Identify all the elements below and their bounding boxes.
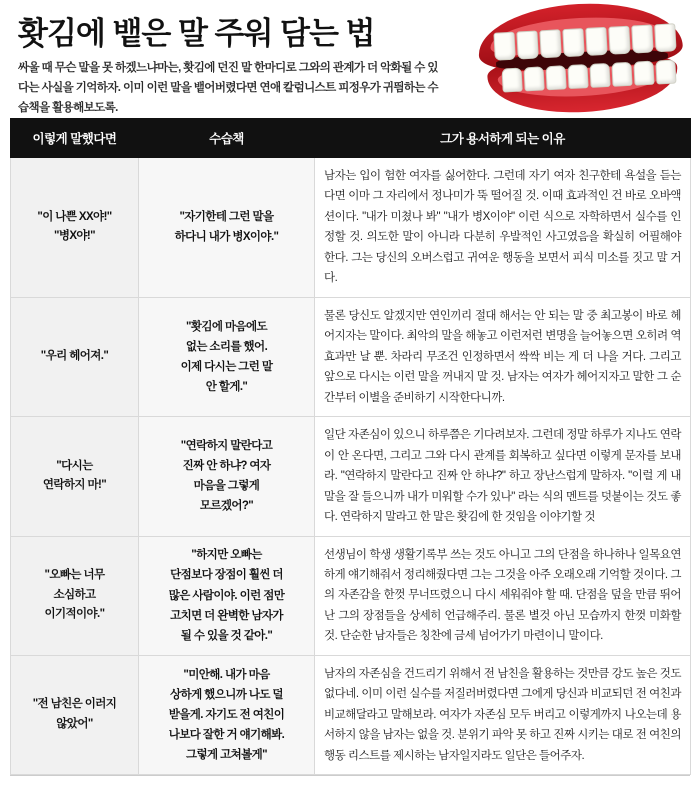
table-row <box>11 655 691 774</box>
cell-said <box>11 536 139 655</box>
tooth <box>631 24 653 53</box>
cell-fix <box>139 655 315 774</box>
cell-fix <box>139 417 315 536</box>
fix-line: 안 할게." <box>205 381 248 394</box>
said-line: "오빠는 너무 <box>44 569 105 582</box>
fix-line: "연락하지 말란다고 <box>180 440 273 453</box>
page-title: 홧김에 뱉은 말 주워 담는 법 <box>18 16 375 51</box>
cell-why: 남자는 입이 험한 여자를 싫어한다. 그런데 자기 여자 친구한테 욕설을 듣는다면 이마 그 자리에서 정나미가 뚝 떨어질 것. 이때 효과적인 건 바로 오바액션이다. "내가 미쳤나 봐" "내가 병X이야" 이런 식으로 자학하면서 실수를 인정할 것. 의도한 말이 아니라 다분히 우발적인 사고였음을 확실히 어필해야 한다. 그는 당신의 오버스럽고 귀여운 행동을 보면서 피식 미소를 짓고 말 거다. <box>315 158 691 298</box>
cell-said <box>11 417 139 536</box>
fix-line: 모르겠어?" <box>199 500 254 513</box>
said-line: "다시는 <box>56 459 93 472</box>
tooth <box>539 29 561 58</box>
fix-line: 마음을 그렇게 <box>193 480 260 493</box>
said-line: "전 남친은 이러지 <box>32 698 117 711</box>
fix-line: 단점보다 장점이 훨씬 더 <box>170 569 283 582</box>
said-line: 연락하지 마!" <box>42 479 107 492</box>
tooth <box>501 68 522 93</box>
fix-line: 고치면 더 완벽한 남자가 <box>170 609 283 622</box>
fix-line: "자기한테 그런 말을 <box>179 211 274 224</box>
bottom-divider <box>10 775 690 776</box>
tooth <box>608 26 630 55</box>
fix-line: 받을게. 자기도 전 여친이 <box>168 708 285 721</box>
table-row <box>11 417 691 536</box>
cell-fix <box>139 297 315 416</box>
teeth-illustration <box>472 2 686 114</box>
fix-line: 나보다 잘한 거 얘기해봐. <box>168 729 285 742</box>
said-line: "이 나쁜 XX야!" <box>37 210 112 223</box>
cell-said <box>11 297 139 416</box>
fix-line: 상하게 했으니까 나도 덜 <box>170 688 283 701</box>
tooth <box>655 59 676 84</box>
tooth <box>585 27 607 56</box>
tooth <box>493 32 515 61</box>
table-row <box>11 297 691 416</box>
tooth <box>633 61 654 86</box>
tips-table-wrap <box>0 118 700 776</box>
cell-why: 일단 자존심이 있으니 하루쯤은 기다려보자. 그런데 정말 하루가 지나도 연락이 안 온다면, 그리고 그와 다시 관계를 회복하고 싶다면 이렇게 문자를 보내라. "연락하지 말란다고 진짜 안 하냐?" 하고 장난스럽게 말하자. "이럴 게 내 말을 잘 들으니까 내가 미워할 수가 있나" 라는 식의 멘트를 덧붙이는 것도 좋다. 연락하지 말라고 한 말은 홧김에 한 것임을 이야기할 것 <box>315 417 691 536</box>
cell-fix <box>139 536 315 655</box>
said-line: "우리 헤어져." <box>40 350 109 363</box>
fix-line: 하다니 내가 병X이야." <box>174 231 279 244</box>
fix-line: "하지만 오빠는 <box>191 549 262 562</box>
tooth <box>567 64 588 89</box>
cell-said <box>11 158 139 298</box>
column-header-said: 이렇게 말했다면 <box>11 119 139 158</box>
table-row <box>11 536 691 655</box>
fix-line: 이제 다시는 그런 말 <box>180 360 273 373</box>
said-line: "병X야!" <box>53 230 96 243</box>
said-line: 소심하고 <box>53 588 96 601</box>
tooth <box>516 30 538 59</box>
fix-line: 될 수 있을 것 같아." <box>180 629 273 642</box>
article-lede: 싸울 때 무슨 말을 못 하겠느냐마는, 홧김에 던진 말 한마디로 그와의 관계가 더 악화될 수 있다는 사실을 기억하자. 이미 이런 말을 뱉어버렸다면 연애 칼럼니스트 피정우가 귀띔하는 수습책을 활용해보도록. <box>18 61 438 114</box>
fix-line: 그렇게 고쳐볼게" <box>185 749 267 762</box>
tooth <box>589 63 610 88</box>
cell-why: 남자의 자존심을 건드리기 위해서 전 남친을 활용하는 것만큼 강도 높은 것도 없다네. 이미 이런 실수를 저질러버렸다면 그에게 당신과 비교되던 전 여친과 비교해달라고 말해보라. 여자가 자존심 모두 버리고 이렇게까지 나오는데 용서하지 않을 남자는 없을 것. 분위기 파악 못 하고 진짜 시키는 대로 전 여친의 행동 리스트를 제시하는 남자일지라도 일단은 들어주자. <box>315 655 691 774</box>
said-line: 않았어" <box>56 718 93 731</box>
said-line: 이기적이야." <box>44 608 105 621</box>
tips-table <box>10 118 691 775</box>
column-header-fix: 수습책 <box>139 119 315 158</box>
table-row <box>11 158 691 298</box>
tooth <box>523 66 544 91</box>
tooth <box>611 62 632 87</box>
tooth <box>545 65 566 90</box>
cell-why: 물론 당신도 알겠지만 연인끼리 절대 해서는 안 되는 말 중 최고봉이 바로 헤어지자는 말이다. 최악의 말을 해놓고 이런저런 변명을 늘어놓으면 오히려 역효과만 날 뿐. 차라리 무조건 인정하면서 싹싹 비는 게 더 나을 거다. 그리고 앞으로 다시는 이런 말을 꺼내지 말 것. 남자는 여자가 헤어지자고 말한 그 순간부터 이별을 준비하기 시작한다니까. <box>315 297 691 416</box>
tooth <box>654 23 676 52</box>
chattering-teeth-icon <box>464 0 694 118</box>
fix-line: 많은 사람이야. 이런 점만 <box>168 589 285 602</box>
tooth <box>562 28 584 57</box>
table-header-row <box>11 119 691 158</box>
fix-line: 진짜 안 하냐? 여자 <box>182 460 271 473</box>
fix-line: 없는 소리를 했어. <box>185 340 268 353</box>
fix-line: "홧김에 마음에도 <box>185 320 267 333</box>
fix-line: "미안해. 내가 마음 <box>183 668 270 681</box>
column-header-why: 그가 용서하게 되는 이유 <box>315 119 691 158</box>
cell-said <box>11 655 139 774</box>
article-header <box>0 0 700 118</box>
cell-why: 선생님이 학생 생활기록부 쓰는 것도 아니고 그의 단점을 하나하나 일목요연하게 얘기해줘서 정리해줬다면 그는 그것을 아주 오래오래 기억할 것이다. 그의 자존감을 한껏 무너뜨렸으니 다시 세워줘야 할 때. 단점을 덮을 만큼 뛰어난 그의 장점들을 상세히 언급해주리. 물론 별것 아닌 모습까지 한껏 미화할 것. 단순한 남자들은 칭찬에 금세 넘어가기 마련이니 말이다. <box>315 536 691 655</box>
cell-fix <box>139 158 315 298</box>
